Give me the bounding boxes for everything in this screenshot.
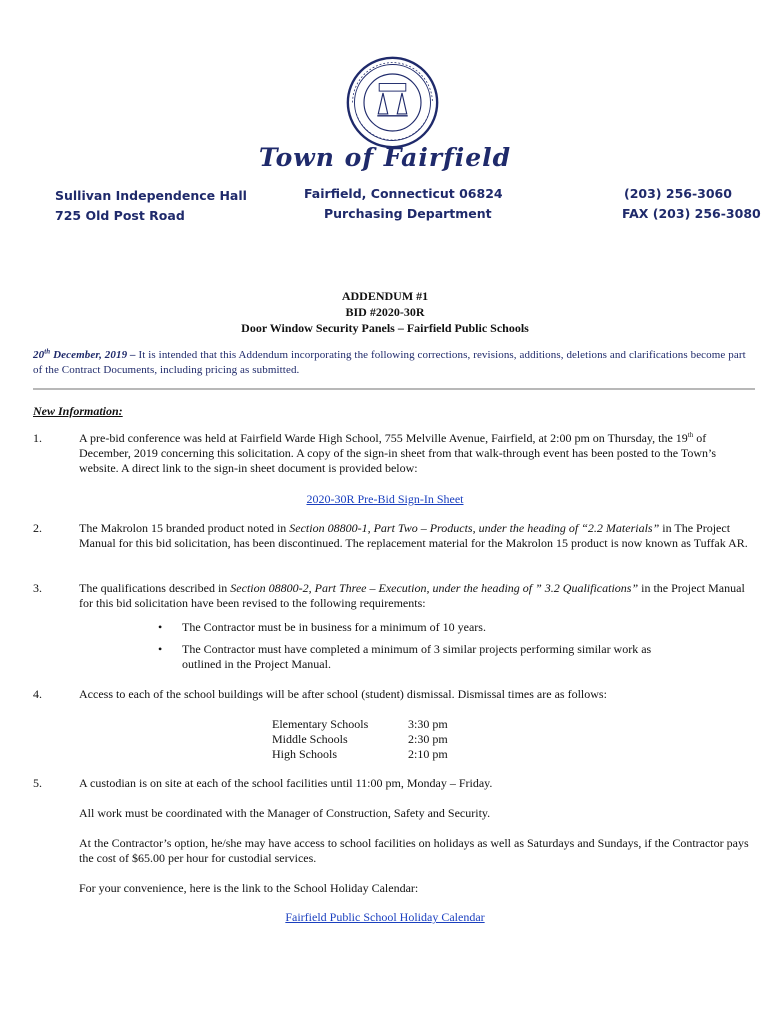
item-number: 2. xyxy=(33,521,42,535)
divider xyxy=(33,388,755,390)
holiday-calendar-link[interactable]: Fairfield Public School Holiday Calendar xyxy=(285,910,485,924)
fax-number: FAX (203) 256-3080 xyxy=(622,206,761,221)
item-number: 1. xyxy=(33,431,42,445)
sign-in-sheet-link[interactable]: 2020-30R Pre-Bid Sign-In Sheet xyxy=(306,492,464,506)
bullet-text: The Contractor must be in business for a minimum of 10 years. xyxy=(182,620,486,634)
hall-name: Sullivan Independence Hall xyxy=(55,188,247,203)
bullet-text: The Contractor must have completed a minimum of 3 similar projects performing similar work as outlined in the Project Manual. xyxy=(182,642,652,671)
dismissal-time: 2:30 pm xyxy=(408,732,448,746)
custodial-paragraph: At the Contractor’s option, he/she may have access to school facilities on holidays as well as Saturdays and Sundays, if the Contractor pays the cost of $65.00 per hour for custodial services. xyxy=(79,836,749,865)
item-number: 3. xyxy=(33,581,42,595)
addendum-title xyxy=(0,288,770,336)
street-address: 725 Old Post Road xyxy=(55,208,185,223)
intro-text: It is intended that this Addendum incorporating the following corrections, revisions, additions, deletions and clarifications become part of the Contract Documents, including pricing as submitted. xyxy=(33,349,746,376)
item-sup: th xyxy=(687,431,694,439)
item-text-italic: Section 08800-2, Part Three – Execution, under the heading of ” 3.2 Qualifications” xyxy=(230,581,639,595)
item-text xyxy=(79,521,755,551)
phone-block xyxy=(622,184,761,224)
schedule-row xyxy=(272,732,448,747)
calendar-paragraph: For your convenience, here is the link to the School Holiday Calendar: xyxy=(79,881,419,895)
item-text xyxy=(79,431,755,476)
phone-number: (203) 256-3060 xyxy=(624,186,732,201)
bullet-icon: • xyxy=(158,620,163,634)
school-type: High Schools xyxy=(272,747,338,761)
sign-in-sheet-link-row xyxy=(0,492,770,507)
item-number: 5. xyxy=(33,776,42,790)
item-text: Access to each of the school buildings will be after school (student) dismissal. Dismissal times are as follows: xyxy=(79,687,607,701)
school-type: Elementary Schools xyxy=(272,717,369,731)
item-text-italic: Section 08800-1, Part Two – Products, under the heading of “2.2 Materials” xyxy=(289,521,660,535)
item-text xyxy=(79,581,755,611)
school-type: Middle Schools xyxy=(272,732,348,746)
intro-day: 20 xyxy=(33,349,45,361)
department-block xyxy=(304,184,503,224)
item-number: 4. xyxy=(33,687,42,701)
bid-number: BID #2020-30R xyxy=(345,305,425,319)
schedule-row xyxy=(272,747,448,762)
bullet-icon: • xyxy=(158,642,163,656)
item-text-b: in The Project Manual for this bid solicitation, has been discontinued. The replacement material for the Makrolon 15 product is now known as Tuffak AR. xyxy=(79,521,748,550)
intro-day-suffix: th xyxy=(44,347,51,356)
department-name: Purchasing Department xyxy=(324,206,492,221)
dismissal-time: 3:30 pm xyxy=(408,717,448,731)
coordination-paragraph: All work must be coordinated with the Manager of Construction, Safety and Security. xyxy=(79,806,491,820)
address-block xyxy=(55,186,247,226)
item-text-a: The Makrolon 15 branded product noted in xyxy=(79,521,290,535)
intro-date: December, 2019 – xyxy=(50,349,136,361)
holiday-calendar-link-row xyxy=(0,910,770,925)
item-text-b: in the Project Manual for this bid solicitation have been revised to the following requirements: xyxy=(79,581,745,610)
item-text-b: of December, 2019 concerning this solicitation. A copy of the sign-in sheet from that walk-through event has been posted to the Town’s website. A direct link to the sign-in sheet document is provided below: xyxy=(79,431,716,475)
addendum-number: ADDENDUM #1 xyxy=(341,289,429,303)
item-text-a: A pre-bid conference was held at Fairfield Warde High School, 755 Melville Avenue, Fairfield, at 2:00 pm on Thursday, the 19 xyxy=(79,431,688,445)
bid-name: Door Window Security Panels – Fairfield Public Schools xyxy=(241,321,529,335)
town-name-heading: Town of Fairfield xyxy=(258,143,512,172)
section-heading: New Information: xyxy=(33,404,123,418)
schedule-row xyxy=(272,717,448,732)
dismissal-time: 2:10 pm xyxy=(408,747,448,761)
intro-paragraph xyxy=(33,348,755,378)
city-state-zip: Fairfield, Connecticut 06824 xyxy=(304,186,503,201)
dismissal-schedule xyxy=(272,717,448,762)
item-text: A custodian is on site at each of the school facilities until 11:00 pm, Monday – Friday. xyxy=(79,776,493,790)
town-seal-logo xyxy=(345,55,440,150)
item-text-a: The qualifications described in xyxy=(79,581,231,595)
